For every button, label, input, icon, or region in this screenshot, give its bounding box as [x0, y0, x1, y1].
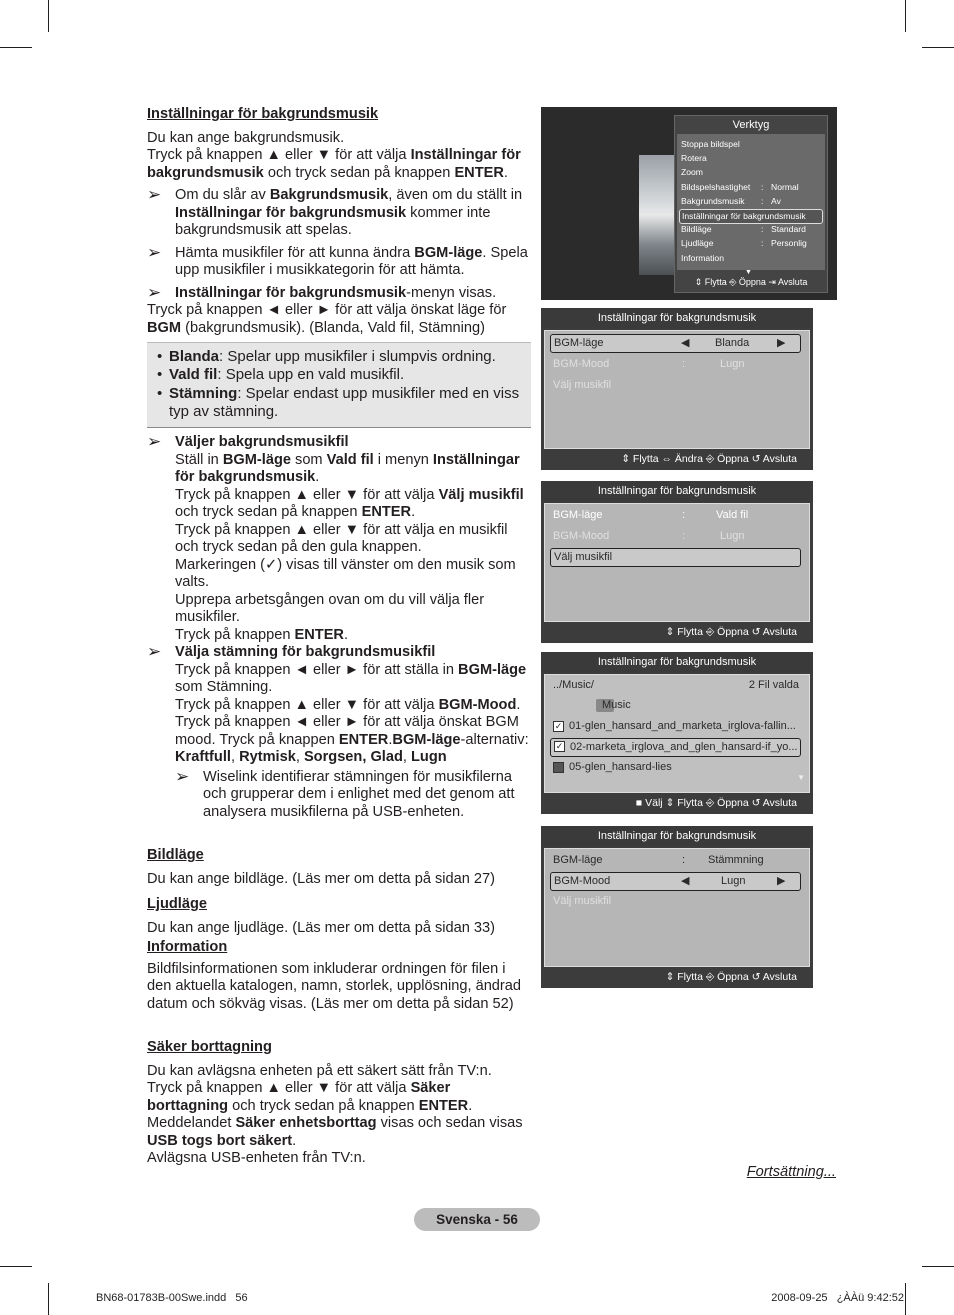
item-separator: : — [761, 195, 764, 206]
item-separator: : — [761, 238, 764, 249]
note-select-file — [147, 434, 532, 644]
arrow-left-icon[interactable]: ◀ — [681, 875, 690, 887]
text: Du kan ange bildläge. (Läs mer om detta på sidan 27) — [147, 870, 496, 887]
tools-popup — [674, 115, 828, 293]
heading-saker-borttagning: Säker borttagning — [147, 1039, 272, 1055]
bgm-instruction — [147, 147, 532, 182]
screen-panel — [544, 848, 810, 967]
text-bold: ENTER — [418, 1097, 469, 1114]
item-label: Stoppa bildspel — [681, 139, 740, 149]
text: och tryck sedan på knappen — [175, 504, 362, 520]
item-label: Bildläge — [681, 224, 712, 235]
text-bold: Säker borttagning — [147, 1080, 451, 1114]
text: Markeringen (✓) visas till vänster om den musik som valts. — [175, 556, 516, 590]
text-bold: Säker enhetsborttag — [235, 1115, 377, 1131]
footer-timestamp: 2008-09-25 ¿ÀÀü 9:42:52 — [771, 1292, 904, 1304]
arrow-left-icon[interactable]: ◀ — [681, 337, 690, 349]
crop-mark — [905, 1283, 906, 1315]
folder-row[interactable] — [552, 697, 799, 714]
screen-title: Inställningar för bakgrundsmusik — [541, 481, 813, 501]
checkbox-checked-icon[interactable]: ✓ — [554, 721, 563, 731]
item-label: Rotera — [681, 153, 707, 164]
row-value: Vald fil — [716, 509, 749, 521]
row-label: BGM-läge — [553, 854, 603, 866]
select-file-row[interactable] — [550, 548, 801, 567]
text-bold: Vald fil — [169, 366, 218, 384]
heading-information: Information — [147, 939, 228, 955]
arrow-right-icon[interactable]: ▶ — [777, 875, 786, 887]
row-label: Välj musikfil — [553, 895, 612, 907]
row-value: Lugn — [720, 358, 745, 370]
tools-title: Verktyg — [732, 119, 770, 131]
bgm-mode-instruction — [147, 302, 532, 337]
row-separator: : — [682, 530, 686, 542]
list-item — [157, 366, 531, 384]
text: (bakgrundsmusik). (Blanda, Vald fil, Stämning) — [181, 319, 485, 336]
crop-mark — [0, 1266, 32, 1267]
text: Meddelandet — [147, 1115, 236, 1131]
text-bold: Inställningar för bakgrundsmusik — [175, 204, 407, 221]
arrow-icon: ➢ — [147, 242, 162, 262]
row-separator: : — [682, 358, 686, 370]
crop-mark — [922, 1266, 954, 1267]
crop-mark — [922, 47, 954, 48]
file-row[interactable] — [552, 759, 799, 776]
scroll-down-icon[interactable]: ▼ — [745, 269, 752, 276]
text: Om du slår av — [175, 187, 270, 203]
item-value: Av — [771, 195, 781, 206]
select-file-row — [552, 377, 799, 394]
text: visas och sedan visas — [376, 1115, 523, 1131]
note-wiselink — [175, 766, 532, 822]
text: , — [402, 749, 411, 765]
row-label: Välj musikfil — [554, 551, 613, 563]
footer-file-name: BN68-01783B-00Swe.indd 56 — [96, 1292, 248, 1304]
text-bold: Vald fil — [326, 451, 374, 468]
screen-file-list — [541, 652, 813, 814]
text: . — [503, 164, 508, 181]
text: som — [290, 451, 327, 468]
text: . — [315, 469, 320, 485]
arrow-right-icon[interactable]: ▶ — [777, 337, 786, 349]
bgm-mood-row — [552, 356, 799, 373]
screen-footer: ⇕ Flytta ⎆ Öppna ↺ Avsluta — [665, 626, 797, 638]
text: Avlägsna USB-enheten från TV:n. — [147, 1150, 366, 1166]
text: -menyn visas. — [406, 284, 497, 301]
checkbox-empty-icon[interactable] — [553, 762, 564, 773]
file-name: 02-marketa_irglova_and_glen_hansard-if_yo... — [570, 741, 798, 753]
section-saker-borttagning — [147, 1039, 532, 1168]
text-bold: Blanda — [169, 348, 220, 365]
tools-menu-item[interactable] — [679, 195, 823, 208]
bgm-mode-row[interactable] — [550, 334, 801, 353]
text: , — [230, 749, 240, 765]
text: Tryck på knappen ▲ eller ▼ för att välja — [147, 1080, 411, 1096]
text-bold: Inställningar för bakgrundsmusik — [175, 451, 520, 485]
text-bold: Välj musikfil — [438, 486, 524, 503]
section-ljudlage — [147, 896, 532, 937]
selected-count: 2 Fil valda — [748, 679, 799, 691]
heading-ljudlage: Ljudläge — [147, 896, 207, 912]
text: kommer inte bakgrundsmusik att spelas. — [175, 204, 491, 238]
section-bildlage — [147, 847, 532, 888]
text: Du kan avlägsna enheten på ett säkert sätt från TV:n. — [147, 1062, 492, 1079]
crop-mark — [48, 1283, 49, 1315]
continued-label: Fortsättning... — [746, 1164, 836, 1180]
row-value: Stämmning — [708, 854, 764, 866]
text: : Spelar endast upp musikfiler med en viss typ av stämning. — [169, 384, 520, 420]
row-label: BGM-Mood — [554, 875, 611, 887]
subheading: Välja stämning för bakgrundsmusikfil — [175, 644, 436, 660]
text: Tryck på knappen ▲ eller ▼ för att välja en musikfil och tryck sedan på den gula knappen. — [175, 521, 508, 555]
tools-menu-item[interactable] — [679, 166, 823, 179]
screen-bgm-blanda — [541, 308, 813, 470]
tools-menu-item[interactable] — [679, 223, 823, 236]
text-bold: Inställningar för bakgrundsmusik — [147, 147, 521, 181]
text: -alternativ: — [460, 731, 529, 748]
arrow-icon: ➢ — [175, 766, 190, 786]
arrow-icon: ➢ — [147, 642, 162, 661]
text: Tryck på knappen — [175, 626, 295, 643]
row-label: Välj musikfil — [553, 379, 612, 391]
text: och tryck sedan på knappen — [228, 1097, 419, 1114]
bgm-mood-row — [552, 528, 799, 545]
item-value: Normal — [771, 181, 799, 192]
text: . — [468, 1097, 473, 1114]
item-value: Personlig — [771, 238, 807, 249]
section-select-file — [147, 434, 532, 821]
text-bold: Inställningar för bakgrundsmusik — [175, 284, 407, 301]
item-label: Inställningar för bakgrundsmusik — [682, 211, 806, 221]
bgm-mode-row — [552, 852, 799, 869]
row-value: Blanda — [715, 337, 750, 349]
item-label: Ljudläge — [681, 238, 714, 249]
row-separator: : — [682, 854, 686, 866]
text-bold: BGM-Mood — [438, 696, 517, 713]
text: Upprepa arbetsgången ovan om du vill välja fler musikfiler. — [175, 591, 485, 625]
section-bgm-settings — [147, 106, 532, 337]
item-separator: : — [761, 224, 764, 235]
text: . Spela upp musikfiler i musikkategorin för att hämta. — [175, 244, 528, 278]
tools-menu-item[interactable] — [679, 181, 823, 194]
note-1 — [147, 187, 532, 240]
row-value: Lugn — [720, 530, 745, 542]
select-file-row — [552, 893, 799, 910]
text-bold: BGM — [147, 319, 182, 336]
screen-footer: ⇕ Flytta ⇔ Ändra ⎆ Öppna ↺ Avsluta — [621, 453, 797, 465]
bullet-icon: • — [157, 366, 163, 384]
folder-path: ../Music/ — [553, 679, 594, 691]
screen-bgm-stamning — [541, 826, 813, 988]
screen-panel — [544, 503, 810, 622]
row-label: BGM-Mood — [553, 358, 610, 370]
text-bold: BGM-läge — [222, 451, 291, 468]
text-bold: BGM-läge — [414, 244, 483, 261]
text: Tryck på knappen ◄ eller ► för att välja önskat läge för — [147, 302, 507, 318]
tools-menu-item[interactable] — [679, 152, 823, 165]
text: Hämta musikfiler för att kunna ändra — [175, 244, 415, 261]
text: Du kan ange ljudläge. (Läs mer om detta på sidan 33) — [147, 919, 496, 936]
checkbox-checked-icon[interactable]: ✓ — [555, 741, 564, 751]
text: . — [411, 504, 416, 520]
text: . — [292, 1132, 297, 1149]
arrow-icon: ➢ — [147, 282, 162, 302]
text: Wiselink identifierar stämningen för musikfilerna och grupperar dem i enlighet med det genom att analysera musikfilerna på USB-enheten. — [203, 768, 515, 820]
row-value: Lugn — [721, 875, 746, 887]
text: Bildfilsinformationen som inkluderar ordningen för filen i den aktuella katalogen, namn, storlek, upplösning, ändrad datum och sökväg visas. (Läs mer om detta på sidan 52) — [147, 960, 522, 1012]
text-bold: Rytmisk — [239, 749, 296, 765]
bgm-mood-row[interactable] — [550, 872, 801, 891]
bullet-icon: • — [157, 384, 163, 402]
bullet-icon: • — [157, 348, 163, 365]
note-2 — [147, 242, 532, 280]
screen-tools-menu — [541, 107, 837, 300]
tools-menu-item[interactable] — [679, 209, 823, 224]
arrow-icon: ➢ — [147, 185, 162, 204]
text: , även om du ställt in — [388, 187, 523, 203]
text: Ställ in — [175, 451, 223, 468]
text: . — [388, 731, 393, 748]
list-item — [157, 384, 531, 422]
mode-list-box — [147, 342, 531, 428]
file-name: 01-glen_hansard_and_marketa_irglova-fallin... — [569, 720, 796, 732]
scroll-down-icon[interactable]: ▼ — [797, 773, 805, 782]
row-label: BGM-Mood — [553, 530, 610, 542]
screen-title: Inställningar för bakgrundsmusik — [541, 826, 813, 846]
bgm-mode-row — [552, 507, 799, 524]
text-bold: ENTER — [454, 164, 504, 181]
text: Du kan ange bakgrundsmusik. — [147, 129, 345, 146]
text: Tryck på knappen ▲ eller ▼ för att välja — [147, 147, 411, 163]
text-bold: Sorgsen, Glad — [303, 749, 403, 765]
saker-message — [147, 1115, 532, 1150]
arrow-icon: ➢ — [147, 432, 162, 451]
saker-instruction — [147, 1080, 532, 1115]
text: , — [295, 749, 304, 765]
file-row[interactable] — [552, 718, 799, 735]
text: : Spelar upp musikfiler i slumpvis ordning. — [219, 348, 496, 365]
item-label: Information — [681, 252, 724, 263]
screen-footer: ⇕ Flytta ⎆ Öppna ↺ Avsluta — [665, 971, 797, 983]
text-bold: BGM-läge — [392, 731, 461, 748]
tools-menu-item[interactable] — [679, 252, 823, 265]
tools-menu-item[interactable] — [679, 138, 823, 151]
text-bold: ENTER — [361, 504, 412, 520]
crop-mark — [0, 47, 32, 48]
note-select-mood — [147, 644, 532, 821]
text-bold: Lugn — [411, 749, 447, 765]
text: . Tryck på knappen ◄ eller ► för att välja önskat BGM mood. Tryck på knappen — [175, 696, 521, 748]
text: som Stämning. — [175, 679, 273, 695]
item-value: Standard — [771, 224, 806, 235]
screen-bgm-vald-fil — [541, 481, 813, 643]
heading-bgm-settings: Inställningar för bakgrundsmusik — [147, 106, 379, 122]
text: Tryck på knappen ▲ eller ▼ för att välja — [175, 696, 439, 713]
row-label: BGM-läge — [554, 337, 604, 349]
text: Tryck på knappen ▲ eller ▼ för att välja — [175, 486, 439, 503]
text-bold: ENTER — [294, 626, 344, 643]
screen-panel — [544, 674, 810, 793]
text-bold: Stämning — [169, 384, 238, 402]
mode-list — [147, 343, 531, 421]
text: och tryck sedan på knappen — [263, 164, 455, 181]
path-row — [552, 677, 799, 694]
text: : Spela upp en vald musikfil. — [217, 366, 405, 384]
file-row-selected[interactable] — [550, 738, 801, 757]
item-separator: : — [761, 181, 764, 192]
folder-name: Music — [602, 699, 631, 711]
screen-footer: ■ Välj ⇕ Flytta ⎆ Öppna ↺ Avsluta — [635, 797, 797, 809]
item-label: Zoom — [681, 167, 703, 178]
heading-bildlage: Bildläge — [147, 847, 204, 863]
screen-title: Inställningar för bakgrundsmusik — [541, 652, 813, 672]
screen-title: Inställningar för bakgrundsmusik — [541, 308, 813, 328]
tools-footer: ⇕ Flytta ⎆ Öppna ⇥ Avsluta — [694, 277, 808, 287]
text-bold: Kraftfull — [175, 749, 231, 765]
crop-mark — [48, 0, 49, 32]
text: i menyn — [373, 451, 433, 468]
list-item — [157, 348, 531, 366]
bgm-intro — [147, 130, 532, 148]
tools-menu-item[interactable] — [679, 237, 823, 250]
note-3 — [147, 282, 532, 303]
text: . — [343, 626, 349, 643]
crop-mark — [905, 0, 906, 32]
section-information — [147, 939, 532, 1013]
text-bold: USB togs bort säkert — [147, 1132, 293, 1149]
item-label: Bakgrundsmusik — [681, 195, 745, 206]
file-name: 05-glen_hansard-lies — [569, 761, 672, 773]
row-label: BGM-läge — [553, 509, 603, 521]
text-bold: ENTER — [338, 731, 389, 748]
row-separator: : — [682, 509, 686, 521]
text-bold: Bakgrundsmusik — [269, 187, 389, 203]
screen-panel — [544, 330, 810, 449]
text-bold: BGM-läge — [458, 661, 527, 678]
subheading: Väljer bakgrundsmusikfil — [175, 434, 349, 450]
text: Tryck på knappen ◄ eller ► för att ställa in — [175, 661, 459, 678]
page-number-badge: Svenska - 56 — [414, 1208, 540, 1231]
item-label: Bildspelshastighet — [681, 181, 751, 192]
